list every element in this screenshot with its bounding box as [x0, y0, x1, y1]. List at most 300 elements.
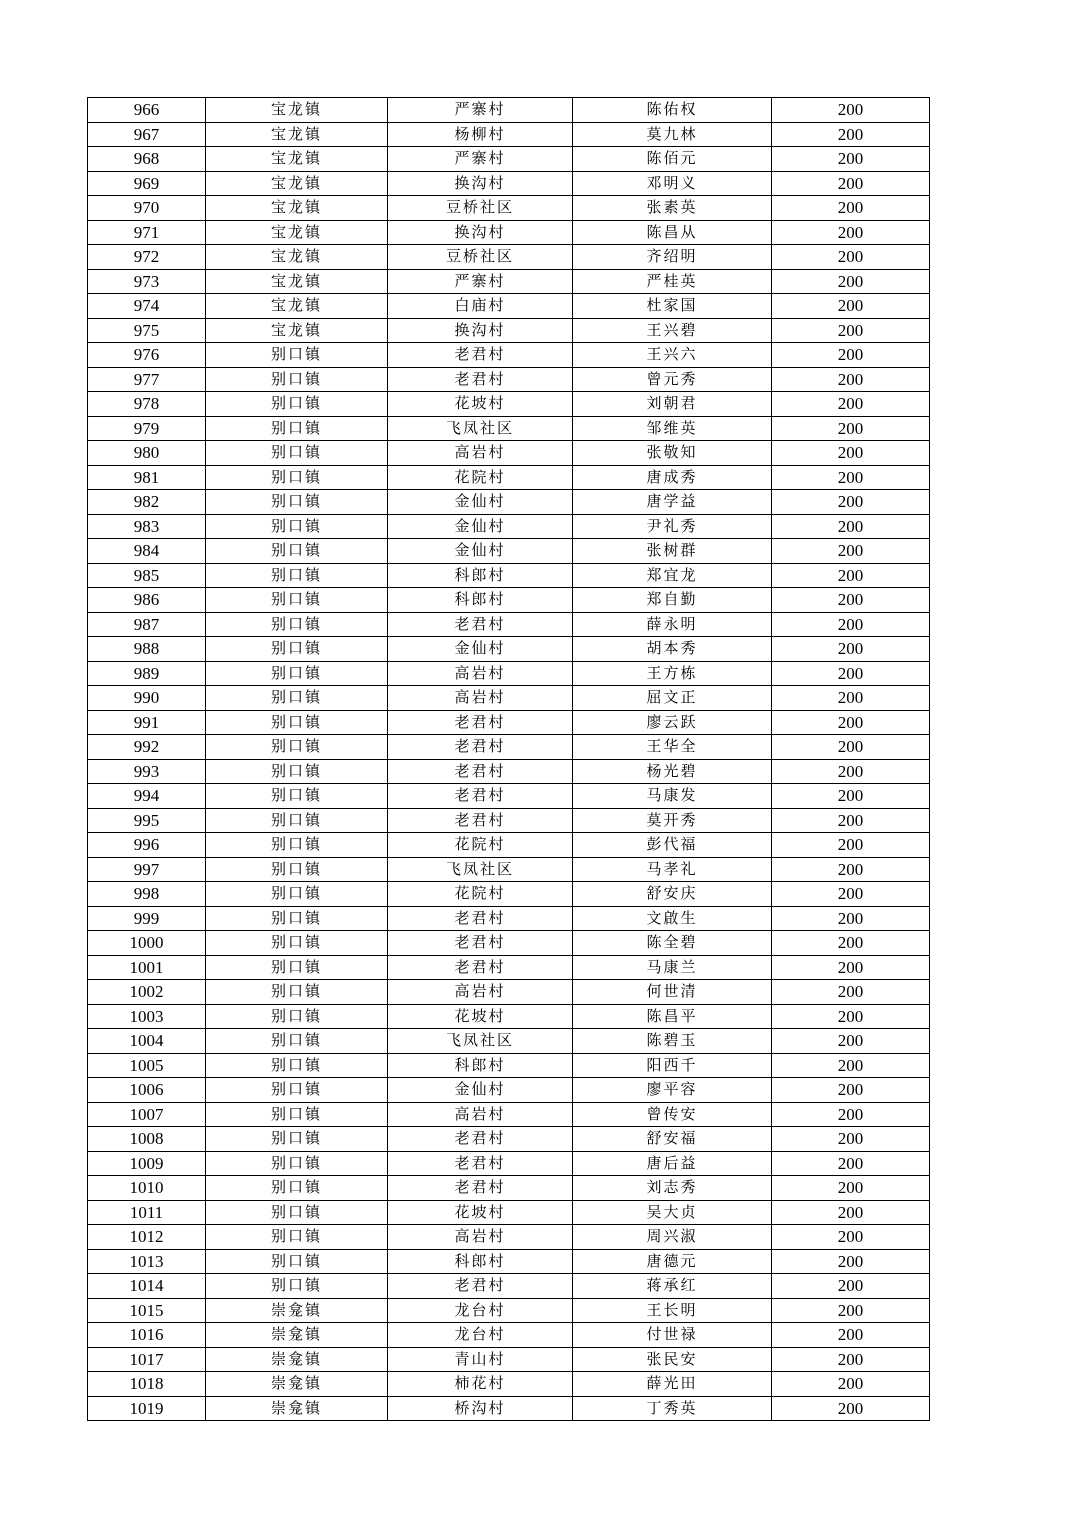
row-index-cell: 993 — [88, 759, 206, 784]
town-cell: 别口镇 — [206, 1249, 388, 1274]
table-row — [88, 833, 930, 858]
town-cell: 别口镇 — [206, 710, 388, 735]
town-cell: 别口镇 — [206, 392, 388, 417]
table-row — [88, 294, 930, 319]
name-cell: 廖平容 — [573, 1078, 772, 1103]
town-cell: 别口镇 — [206, 661, 388, 686]
name-cell: 胡本秀 — [573, 637, 772, 662]
village-cell: 高岩村 — [388, 661, 573, 686]
row-index-cell: 972 — [88, 245, 206, 270]
town-cell: 别口镇 — [206, 612, 388, 637]
amount-cell: 200 — [772, 514, 930, 539]
name-cell: 邹维英 — [573, 416, 772, 441]
village-cell: 老君村 — [388, 1127, 573, 1152]
village-cell: 花院村 — [388, 882, 573, 907]
table-row — [88, 1200, 930, 1225]
row-index-cell: 997 — [88, 857, 206, 882]
table-row — [88, 171, 930, 196]
row-index-cell: 977 — [88, 367, 206, 392]
town-cell: 别口镇 — [206, 1200, 388, 1225]
name-cell: 尹礼秀 — [573, 514, 772, 539]
row-index-cell: 983 — [88, 514, 206, 539]
village-cell: 老君村 — [388, 906, 573, 931]
name-cell: 杨光碧 — [573, 759, 772, 784]
name-cell: 唐成秀 — [573, 465, 772, 490]
table-row — [88, 245, 930, 270]
town-cell: 别口镇 — [206, 343, 388, 368]
table-row — [88, 612, 930, 637]
town-cell: 别口镇 — [206, 441, 388, 466]
row-index-cell: 980 — [88, 441, 206, 466]
town-cell: 宝龙镇 — [206, 220, 388, 245]
name-cell: 张敬知 — [573, 441, 772, 466]
row-index-cell: 1010 — [88, 1176, 206, 1201]
amount-cell: 200 — [772, 269, 930, 294]
town-cell: 别口镇 — [206, 1151, 388, 1176]
name-cell: 陈昌平 — [573, 1004, 772, 1029]
amount-cell: 200 — [772, 196, 930, 221]
name-cell: 王长明 — [573, 1298, 772, 1323]
amount-cell: 200 — [772, 1078, 930, 1103]
amount-cell: 200 — [772, 808, 930, 833]
row-index-cell: 1015 — [88, 1298, 206, 1323]
name-cell: 莫九林 — [573, 122, 772, 147]
amount-cell: 200 — [772, 1053, 930, 1078]
amount-cell: 200 — [772, 906, 930, 931]
village-cell: 老君村 — [388, 735, 573, 760]
amount-cell: 200 — [772, 588, 930, 613]
town-cell: 别口镇 — [206, 784, 388, 809]
table-row — [88, 735, 930, 760]
amount-cell: 200 — [772, 539, 930, 564]
amount-cell: 200 — [772, 416, 930, 441]
town-cell: 崇龛镇 — [206, 1347, 388, 1372]
roster-table — [87, 97, 930, 1421]
row-index-cell: 1004 — [88, 1029, 206, 1054]
town-cell: 别口镇 — [206, 1127, 388, 1152]
town-cell: 别口镇 — [206, 759, 388, 784]
name-cell: 马孝礼 — [573, 857, 772, 882]
row-index-cell: 987 — [88, 612, 206, 637]
town-cell: 宝龙镇 — [206, 98, 388, 123]
town-cell: 别口镇 — [206, 955, 388, 980]
row-index-cell: 973 — [88, 269, 206, 294]
row-index-cell: 1011 — [88, 1200, 206, 1225]
table-row — [88, 1078, 930, 1103]
village-cell: 老君村 — [388, 343, 573, 368]
amount-cell: 200 — [772, 122, 930, 147]
amount-cell: 200 — [772, 441, 930, 466]
amount-cell: 200 — [772, 147, 930, 172]
table-row — [88, 857, 930, 882]
table-row — [88, 343, 930, 368]
village-cell: 老君村 — [388, 955, 573, 980]
table-row — [88, 514, 930, 539]
village-cell: 老君村 — [388, 808, 573, 833]
name-cell: 吴大贞 — [573, 1200, 772, 1225]
amount-cell: 200 — [772, 833, 930, 858]
row-index-cell: 1007 — [88, 1102, 206, 1127]
row-index-cell: 1002 — [88, 980, 206, 1005]
amount-cell: 200 — [772, 367, 930, 392]
name-cell: 齐绍明 — [573, 245, 772, 270]
name-cell: 薛光田 — [573, 1372, 772, 1397]
table-row — [88, 980, 930, 1005]
name-cell: 文啟生 — [573, 906, 772, 931]
row-index-cell: 992 — [88, 735, 206, 760]
table-row — [88, 1323, 930, 1348]
table-row — [88, 1396, 930, 1421]
table-row — [88, 539, 930, 564]
name-cell: 郑自勤 — [573, 588, 772, 613]
row-index-cell: 1006 — [88, 1078, 206, 1103]
table-row — [88, 122, 930, 147]
town-cell: 别口镇 — [206, 833, 388, 858]
amount-cell: 200 — [772, 710, 930, 735]
village-cell: 飞凤社区 — [388, 857, 573, 882]
name-cell: 陈全碧 — [573, 931, 772, 956]
table-row — [88, 1102, 930, 1127]
name-cell: 陈佑权 — [573, 98, 772, 123]
town-cell: 别口镇 — [206, 1004, 388, 1029]
row-index-cell: 1003 — [88, 1004, 206, 1029]
town-cell: 别口镇 — [206, 1078, 388, 1103]
table-row — [88, 637, 930, 662]
village-cell: 严寨村 — [388, 147, 573, 172]
amount-cell: 200 — [772, 1102, 930, 1127]
amount-cell: 200 — [772, 980, 930, 1005]
town-cell: 别口镇 — [206, 465, 388, 490]
row-index-cell: 996 — [88, 833, 206, 858]
village-cell: 桥沟村 — [388, 1396, 573, 1421]
town-cell: 别口镇 — [206, 490, 388, 515]
amount-cell: 200 — [772, 1274, 930, 1299]
amount-cell: 200 — [772, 1396, 930, 1421]
village-cell: 豆桥社区 — [388, 196, 573, 221]
village-cell: 金仙村 — [388, 1078, 573, 1103]
village-cell: 高岩村 — [388, 1225, 573, 1250]
table-row — [88, 1274, 930, 1299]
row-index-cell: 1018 — [88, 1372, 206, 1397]
town-cell: 别口镇 — [206, 588, 388, 613]
row-index-cell: 991 — [88, 710, 206, 735]
name-cell: 彭代福 — [573, 833, 772, 858]
row-index-cell: 970 — [88, 196, 206, 221]
row-index-cell: 998 — [88, 882, 206, 907]
row-index-cell: 966 — [88, 98, 206, 123]
village-cell: 老君村 — [388, 1274, 573, 1299]
amount-cell: 200 — [772, 1347, 930, 1372]
village-cell: 金仙村 — [388, 539, 573, 564]
table-row — [88, 661, 930, 686]
name-cell: 陈佰元 — [573, 147, 772, 172]
table-row — [88, 98, 930, 123]
town-cell: 宝龙镇 — [206, 294, 388, 319]
row-index-cell: 968 — [88, 147, 206, 172]
amount-cell: 200 — [772, 1323, 930, 1348]
name-cell: 莫开秀 — [573, 808, 772, 833]
name-cell: 阳西千 — [573, 1053, 772, 1078]
town-cell: 别口镇 — [206, 931, 388, 956]
row-index-cell: 982 — [88, 490, 206, 515]
town-cell: 别口镇 — [206, 1029, 388, 1054]
table-row — [88, 1372, 930, 1397]
village-cell: 白庙村 — [388, 294, 573, 319]
amount-cell: 200 — [772, 1176, 930, 1201]
table-row — [88, 784, 930, 809]
name-cell: 丁秀英 — [573, 1396, 772, 1421]
town-cell: 宝龙镇 — [206, 171, 388, 196]
village-cell: 豆桥社区 — [388, 245, 573, 270]
village-cell: 老君村 — [388, 612, 573, 637]
row-index-cell: 984 — [88, 539, 206, 564]
row-index-cell: 974 — [88, 294, 206, 319]
amount-cell: 200 — [772, 294, 930, 319]
table-row — [88, 1029, 930, 1054]
row-index-cell: 999 — [88, 906, 206, 931]
name-cell: 唐德元 — [573, 1249, 772, 1274]
row-index-cell: 988 — [88, 637, 206, 662]
name-cell: 马康发 — [573, 784, 772, 809]
row-index-cell: 1012 — [88, 1225, 206, 1250]
row-index-cell: 986 — [88, 588, 206, 613]
table-row — [88, 906, 930, 931]
village-cell: 换沟村 — [388, 318, 573, 343]
town-cell: 崇龛镇 — [206, 1323, 388, 1348]
name-cell: 舒安庆 — [573, 882, 772, 907]
name-cell: 唐学益 — [573, 490, 772, 515]
village-cell: 科郎村 — [388, 588, 573, 613]
town-cell: 宝龙镇 — [206, 122, 388, 147]
village-cell: 青山村 — [388, 1347, 573, 1372]
village-cell: 换沟村 — [388, 171, 573, 196]
town-cell: 别口镇 — [206, 735, 388, 760]
row-index-cell: 1009 — [88, 1151, 206, 1176]
village-cell: 金仙村 — [388, 514, 573, 539]
amount-cell: 200 — [772, 465, 930, 490]
table-row — [88, 1225, 930, 1250]
village-cell: 花院村 — [388, 465, 573, 490]
town-cell: 别口镇 — [206, 808, 388, 833]
village-cell: 龙台村 — [388, 1298, 573, 1323]
amount-cell: 200 — [772, 1225, 930, 1250]
name-cell: 刘志秀 — [573, 1176, 772, 1201]
town-cell: 别口镇 — [206, 514, 388, 539]
amount-cell: 200 — [772, 784, 930, 809]
name-cell: 周兴淑 — [573, 1225, 772, 1250]
town-cell: 别口镇 — [206, 563, 388, 588]
table-row — [88, 147, 930, 172]
village-cell: 老君村 — [388, 1176, 573, 1201]
row-index-cell: 995 — [88, 808, 206, 833]
town-cell: 别口镇 — [206, 1274, 388, 1299]
name-cell: 曾元秀 — [573, 367, 772, 392]
row-index-cell: 967 — [88, 122, 206, 147]
town-cell: 宝龙镇 — [206, 196, 388, 221]
village-cell: 严寨村 — [388, 98, 573, 123]
name-cell: 刘朝君 — [573, 392, 772, 417]
table-row — [88, 318, 930, 343]
town-cell: 别口镇 — [206, 882, 388, 907]
amount-cell: 200 — [772, 490, 930, 515]
amount-cell: 200 — [772, 171, 930, 196]
name-cell: 邓明义 — [573, 171, 772, 196]
row-index-cell: 994 — [88, 784, 206, 809]
amount-cell: 200 — [772, 392, 930, 417]
village-cell: 高岩村 — [388, 686, 573, 711]
amount-cell: 200 — [772, 1127, 930, 1152]
row-index-cell: 1008 — [88, 1127, 206, 1152]
row-index-cell: 1013 — [88, 1249, 206, 1274]
village-cell: 杨柳村 — [388, 122, 573, 147]
amount-cell: 200 — [772, 637, 930, 662]
town-cell: 崇龛镇 — [206, 1298, 388, 1323]
table-row — [88, 392, 930, 417]
village-cell: 老君村 — [388, 931, 573, 956]
row-index-cell: 989 — [88, 661, 206, 686]
table-row — [88, 367, 930, 392]
village-cell: 老君村 — [388, 710, 573, 735]
name-cell: 严桂英 — [573, 269, 772, 294]
amount-cell: 200 — [772, 759, 930, 784]
row-index-cell: 978 — [88, 392, 206, 417]
town-cell: 别口镇 — [206, 906, 388, 931]
name-cell: 马康兰 — [573, 955, 772, 980]
name-cell: 何世清 — [573, 980, 772, 1005]
amount-cell: 200 — [772, 955, 930, 980]
town-cell: 别口镇 — [206, 1225, 388, 1250]
village-cell: 花院村 — [388, 833, 573, 858]
amount-cell: 200 — [772, 1200, 930, 1225]
amount-cell: 200 — [772, 1029, 930, 1054]
table-row — [88, 686, 930, 711]
village-cell: 老君村 — [388, 759, 573, 784]
village-cell: 老君村 — [388, 367, 573, 392]
name-cell: 廖云跃 — [573, 710, 772, 735]
amount-cell: 200 — [772, 1298, 930, 1323]
amount-cell: 200 — [772, 1151, 930, 1176]
row-index-cell: 1000 — [88, 931, 206, 956]
village-cell: 飞凤社区 — [388, 416, 573, 441]
name-cell: 陈昌从 — [573, 220, 772, 245]
village-cell: 换沟村 — [388, 220, 573, 245]
town-cell: 别口镇 — [206, 686, 388, 711]
table-row — [88, 563, 930, 588]
table-row — [88, 416, 930, 441]
amount-cell: 200 — [772, 318, 930, 343]
village-cell: 科郎村 — [388, 1249, 573, 1274]
name-cell: 王方栋 — [573, 661, 772, 686]
name-cell: 屈文正 — [573, 686, 772, 711]
table-row — [88, 882, 930, 907]
town-cell: 别口镇 — [206, 980, 388, 1005]
table-row — [88, 710, 930, 735]
roster-body — [88, 98, 930, 1421]
village-cell: 龙台村 — [388, 1323, 573, 1348]
amount-cell: 200 — [772, 1249, 930, 1274]
amount-cell: 200 — [772, 882, 930, 907]
town-cell: 别口镇 — [206, 416, 388, 441]
table-row — [88, 588, 930, 613]
table-row — [88, 269, 930, 294]
name-cell: 张民安 — [573, 1347, 772, 1372]
row-index-cell: 985 — [88, 563, 206, 588]
row-index-cell: 1017 — [88, 1347, 206, 1372]
town-cell: 别口镇 — [206, 539, 388, 564]
table-row — [88, 1298, 930, 1323]
row-index-cell: 990 — [88, 686, 206, 711]
name-cell: 曾传安 — [573, 1102, 772, 1127]
town-cell: 别口镇 — [206, 637, 388, 662]
row-index-cell: 975 — [88, 318, 206, 343]
village-cell: 飞凤社区 — [388, 1029, 573, 1054]
town-cell: 别口镇 — [206, 367, 388, 392]
table-row — [88, 1176, 930, 1201]
name-cell: 付世禄 — [573, 1323, 772, 1348]
village-cell: 金仙村 — [388, 490, 573, 515]
table-row — [88, 759, 930, 784]
town-cell: 宝龙镇 — [206, 269, 388, 294]
row-index-cell: 981 — [88, 465, 206, 490]
row-index-cell: 969 — [88, 171, 206, 196]
name-cell: 张树群 — [573, 539, 772, 564]
amount-cell: 200 — [772, 220, 930, 245]
name-cell: 蒋承红 — [573, 1274, 772, 1299]
name-cell: 唐后益 — [573, 1151, 772, 1176]
amount-cell: 200 — [772, 612, 930, 637]
table-row — [88, 196, 930, 221]
table-row — [88, 1249, 930, 1274]
amount-cell: 200 — [772, 857, 930, 882]
row-index-cell: 979 — [88, 416, 206, 441]
town-cell: 宝龙镇 — [206, 245, 388, 270]
village-cell: 高岩村 — [388, 441, 573, 466]
name-cell: 郑宜龙 — [573, 563, 772, 588]
table-row — [88, 220, 930, 245]
village-cell: 柿花村 — [388, 1372, 573, 1397]
village-cell: 花坡村 — [388, 1200, 573, 1225]
village-cell: 高岩村 — [388, 1102, 573, 1127]
name-cell: 杜家国 — [573, 294, 772, 319]
table-row — [88, 808, 930, 833]
table-row — [88, 1347, 930, 1372]
village-cell: 花坡村 — [388, 392, 573, 417]
town-cell: 别口镇 — [206, 1176, 388, 1201]
row-index-cell: 1019 — [88, 1396, 206, 1421]
amount-cell: 200 — [772, 931, 930, 956]
town-cell: 崇龛镇 — [206, 1372, 388, 1397]
village-cell: 高岩村 — [388, 980, 573, 1005]
table-row — [88, 1151, 930, 1176]
row-index-cell: 1001 — [88, 955, 206, 980]
row-index-cell: 971 — [88, 220, 206, 245]
amount-cell: 200 — [772, 245, 930, 270]
village-cell: 科郎村 — [388, 1053, 573, 1078]
village-cell: 严寨村 — [388, 269, 573, 294]
amount-cell: 200 — [772, 98, 930, 123]
name-cell: 薛永明 — [573, 612, 772, 637]
amount-cell: 200 — [772, 686, 930, 711]
row-index-cell: 1016 — [88, 1323, 206, 1348]
village-cell: 老君村 — [388, 1151, 573, 1176]
name-cell: 王兴六 — [573, 343, 772, 368]
name-cell: 王华全 — [573, 735, 772, 760]
town-cell: 别口镇 — [206, 1053, 388, 1078]
village-cell: 科郎村 — [388, 563, 573, 588]
amount-cell: 200 — [772, 735, 930, 760]
table-row — [88, 1127, 930, 1152]
town-cell: 别口镇 — [206, 857, 388, 882]
